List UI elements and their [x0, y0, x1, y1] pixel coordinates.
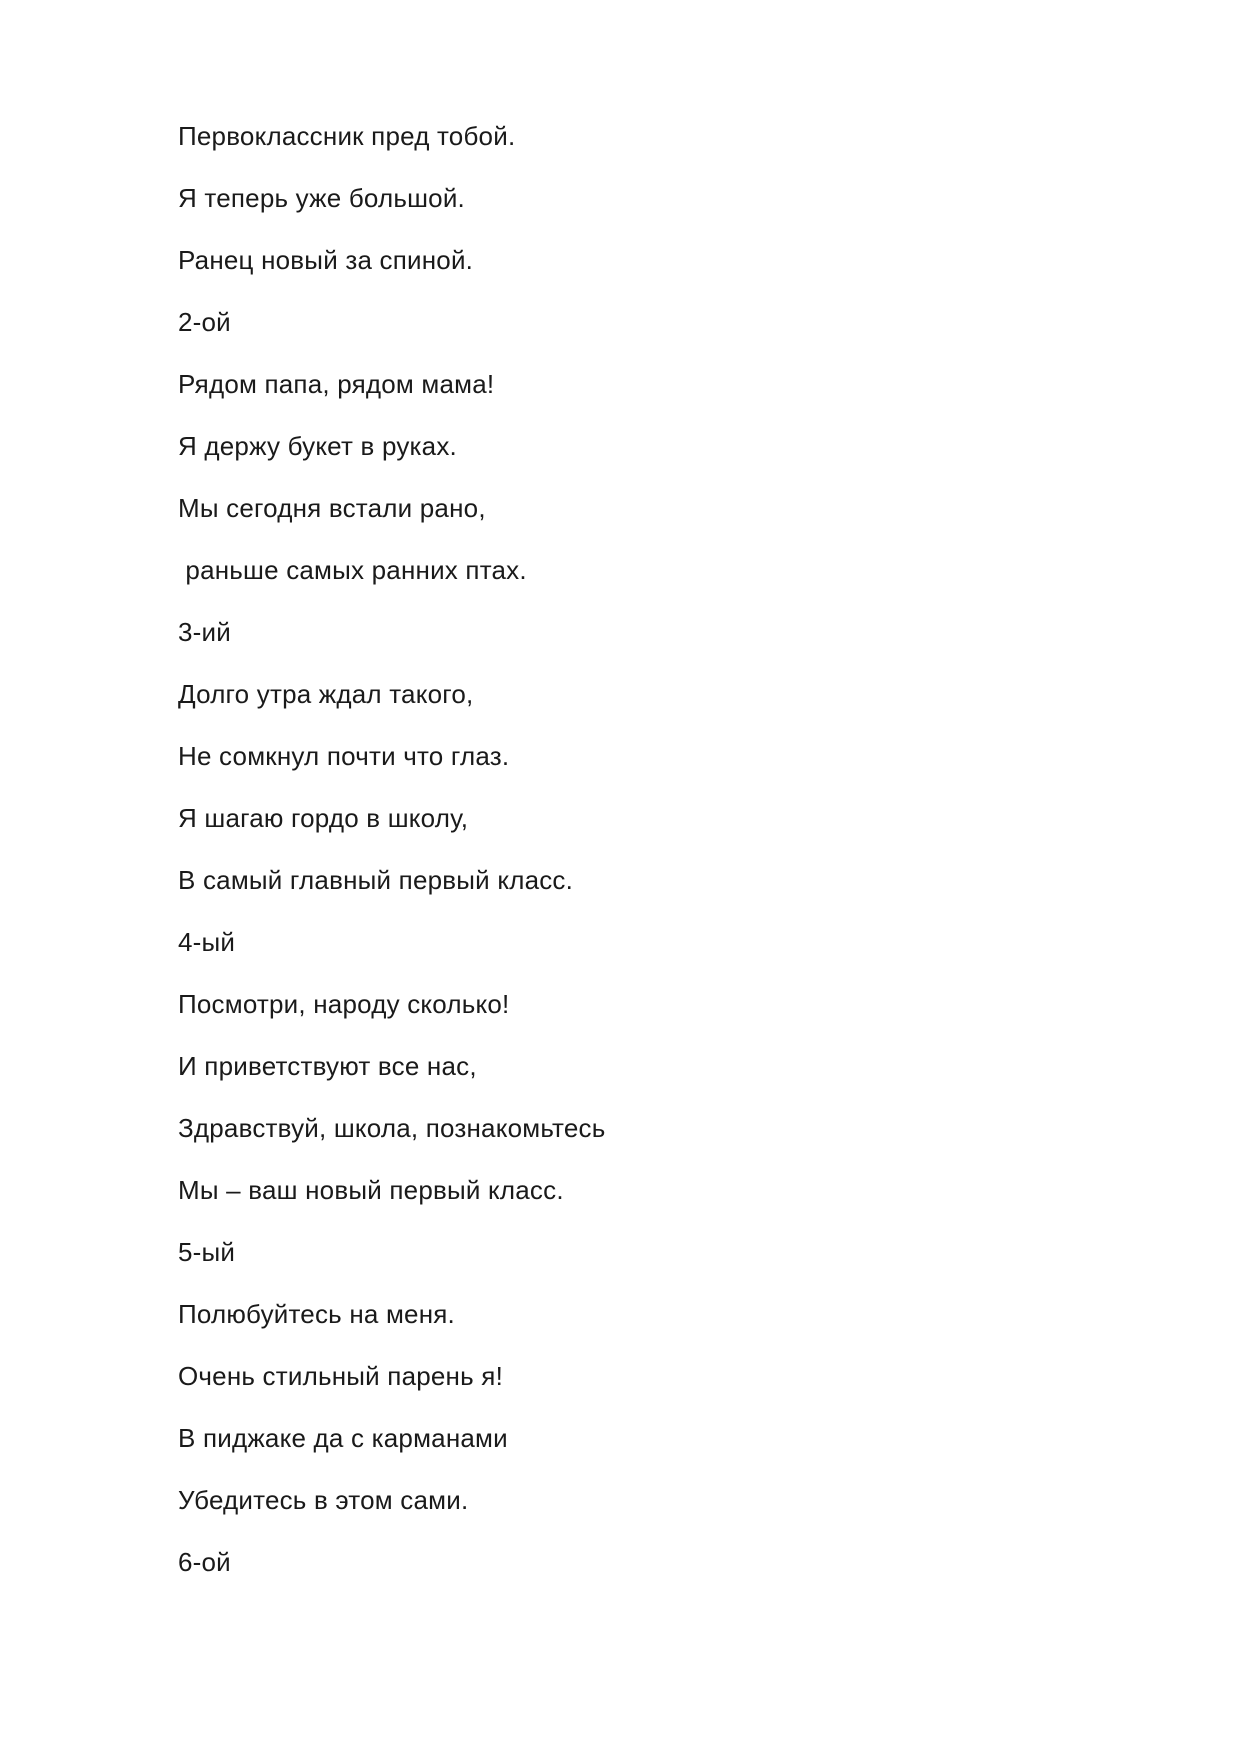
text-line: Мы – ваш новый первый класс. — [178, 1175, 564, 1205]
speaker-label: 6-ой — [178, 1547, 231, 1577]
text-line: Убедитесь в этом сами. — [178, 1485, 469, 1515]
text-line: И приветствуют все нас, — [178, 1051, 477, 1081]
text-line: В пиджаке да с карманами — [178, 1423, 508, 1453]
speaker-label: 2-ой — [178, 307, 231, 337]
text-line: Здравствуй, школа, познакомьтесь — [178, 1113, 606, 1143]
text-line: Я держу букет в руках. — [178, 431, 457, 461]
text-line: Мы сегодня встали рано, — [178, 493, 486, 523]
text-line: раньше самых ранних птах. — [178, 555, 527, 585]
text-line: Долго утра ждал такого, — [178, 679, 474, 709]
text-line: Посмотри, народу сколько! — [178, 989, 510, 1019]
text-line: Полюбуйтесь на меня. — [178, 1299, 455, 1329]
text-line: Не сомкнул почти что глаз. — [178, 741, 510, 771]
text-line: Я теперь уже большой. — [178, 183, 465, 213]
text-line: Первоклассник пред тобой. — [178, 121, 516, 151]
speaker-label: 3-ий — [178, 617, 231, 647]
text-line: Рядом папа, рядом мама! — [178, 369, 495, 399]
text-line: Я шагаю гордо в школу, — [178, 803, 469, 833]
text-line: В самый главный первый класс. — [178, 865, 574, 895]
poem-text — [178, 112, 1178, 1600]
text-line: Ранец новый за спиной. — [178, 245, 474, 275]
speaker-label: 4-ый — [178, 927, 236, 957]
text-line: Очень стильный парень я! — [178, 1361, 503, 1391]
speaker-label: 5-ый — [178, 1237, 236, 1267]
